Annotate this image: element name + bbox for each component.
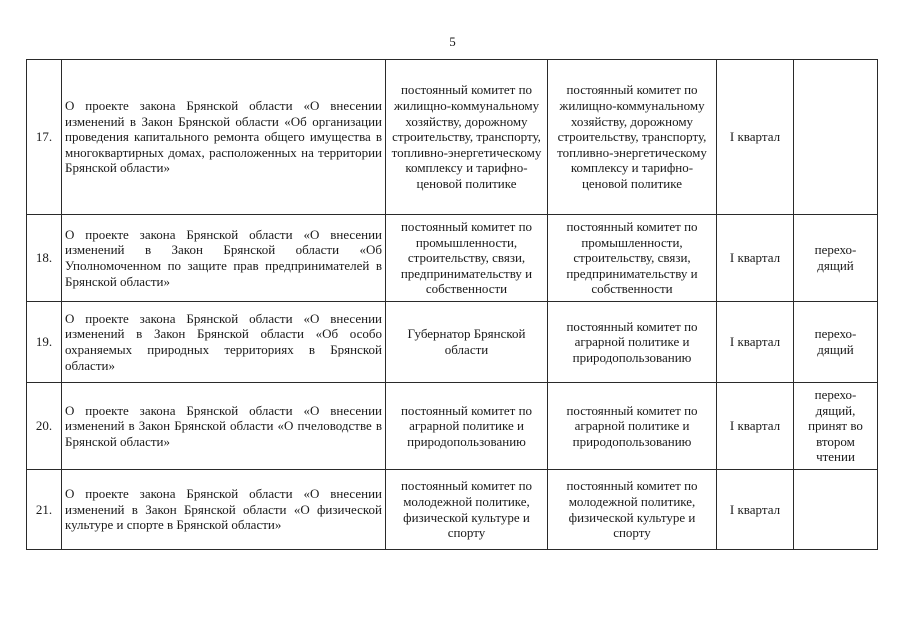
initiator-cell: Губернатор Брянской области [386, 302, 548, 383]
row-number: 20. [27, 383, 62, 470]
responsible-cell: постоянный комитет по аграрной политике и природопользованию [548, 383, 717, 470]
table-row [27, 383, 878, 470]
table-row [27, 60, 878, 215]
term-cell: I квартал [717, 60, 794, 215]
responsible-cell: постоянный комитет по аграрной политике и природопользованию [548, 302, 717, 383]
table-row [27, 215, 878, 302]
row-number: 21. [27, 470, 62, 550]
initiator-cell: постоянный комитет по промышленности, строительству, связи, предпринимательству и собственности [386, 215, 548, 302]
term-cell: I квартал [717, 470, 794, 550]
row-number: 19. [27, 302, 62, 383]
initiator-cell: постоянный комитет по аграрной политике и природопользованию [386, 383, 548, 470]
table-row [27, 470, 878, 550]
responsible-cell: постоянный комитет по промышленности, строительству, связи, предпринимательству и собственности [548, 215, 717, 302]
initiator-cell: постоянный комитет по молодежной политике, физической культуре и спорту [386, 470, 548, 550]
term-cell: I квартал [717, 302, 794, 383]
bill-title: О проекте закона Брянской области «О внесении изменений в Закон Брянской области «Об организации проведения капитального ремонта общего имущества в многоквартирных домах, расположенных на территории Брянской области» [62, 60, 386, 215]
bill-title: О проекте закона Брянской области «О внесении изменений в Закон Брянской области «Об Уполномоченном по защите прав предпринимателей в Брянской области» [62, 215, 386, 302]
initiator-cell: постоянный комитет по жилищно-коммунальному хозяйству, дорожному строительству, транспорту, топливно-энергетическому комплексу и тарифно-ценовой политике [386, 60, 548, 215]
note-cell [794, 470, 878, 550]
note-cell: перехо-дящий, принят во втором чтении [794, 383, 878, 470]
note-cell [794, 60, 878, 215]
term-cell: I квартал [717, 215, 794, 302]
note-cell: перехо-дящий [794, 215, 878, 302]
responsible-cell: постоянный комитет по жилищно-коммунальному хозяйству, дорожному строительству, транспорту, топливно-энергетическому комплексу и тарифно-ценовой политике [548, 60, 717, 215]
note-cell: перехо-дящий [794, 302, 878, 383]
term-cell: I квартал [717, 383, 794, 470]
row-number: 17. [27, 60, 62, 215]
responsible-cell: постоянный комитет по молодежной политике, физической культуре и спорту [548, 470, 717, 550]
bill-title: О проекте закона Брянской области «О внесении изменений в Закон Брянской области «Об особо охраняемых природных территориях в Брянской области» [62, 302, 386, 383]
page-number: 5 [449, 34, 456, 49]
legislation-plan-table [26, 59, 878, 550]
row-number: 18. [27, 215, 62, 302]
table-row [27, 302, 878, 383]
bill-title: О проекте закона Брянской области «О внесении изменений в Закон Брянской области «О пчеловодстве в Брянской области» [62, 383, 386, 470]
bill-title: О проекте закона Брянской области «О внесении изменений в Закон Брянской области «О физической культуре и спорте в Брянской области» [62, 470, 386, 550]
